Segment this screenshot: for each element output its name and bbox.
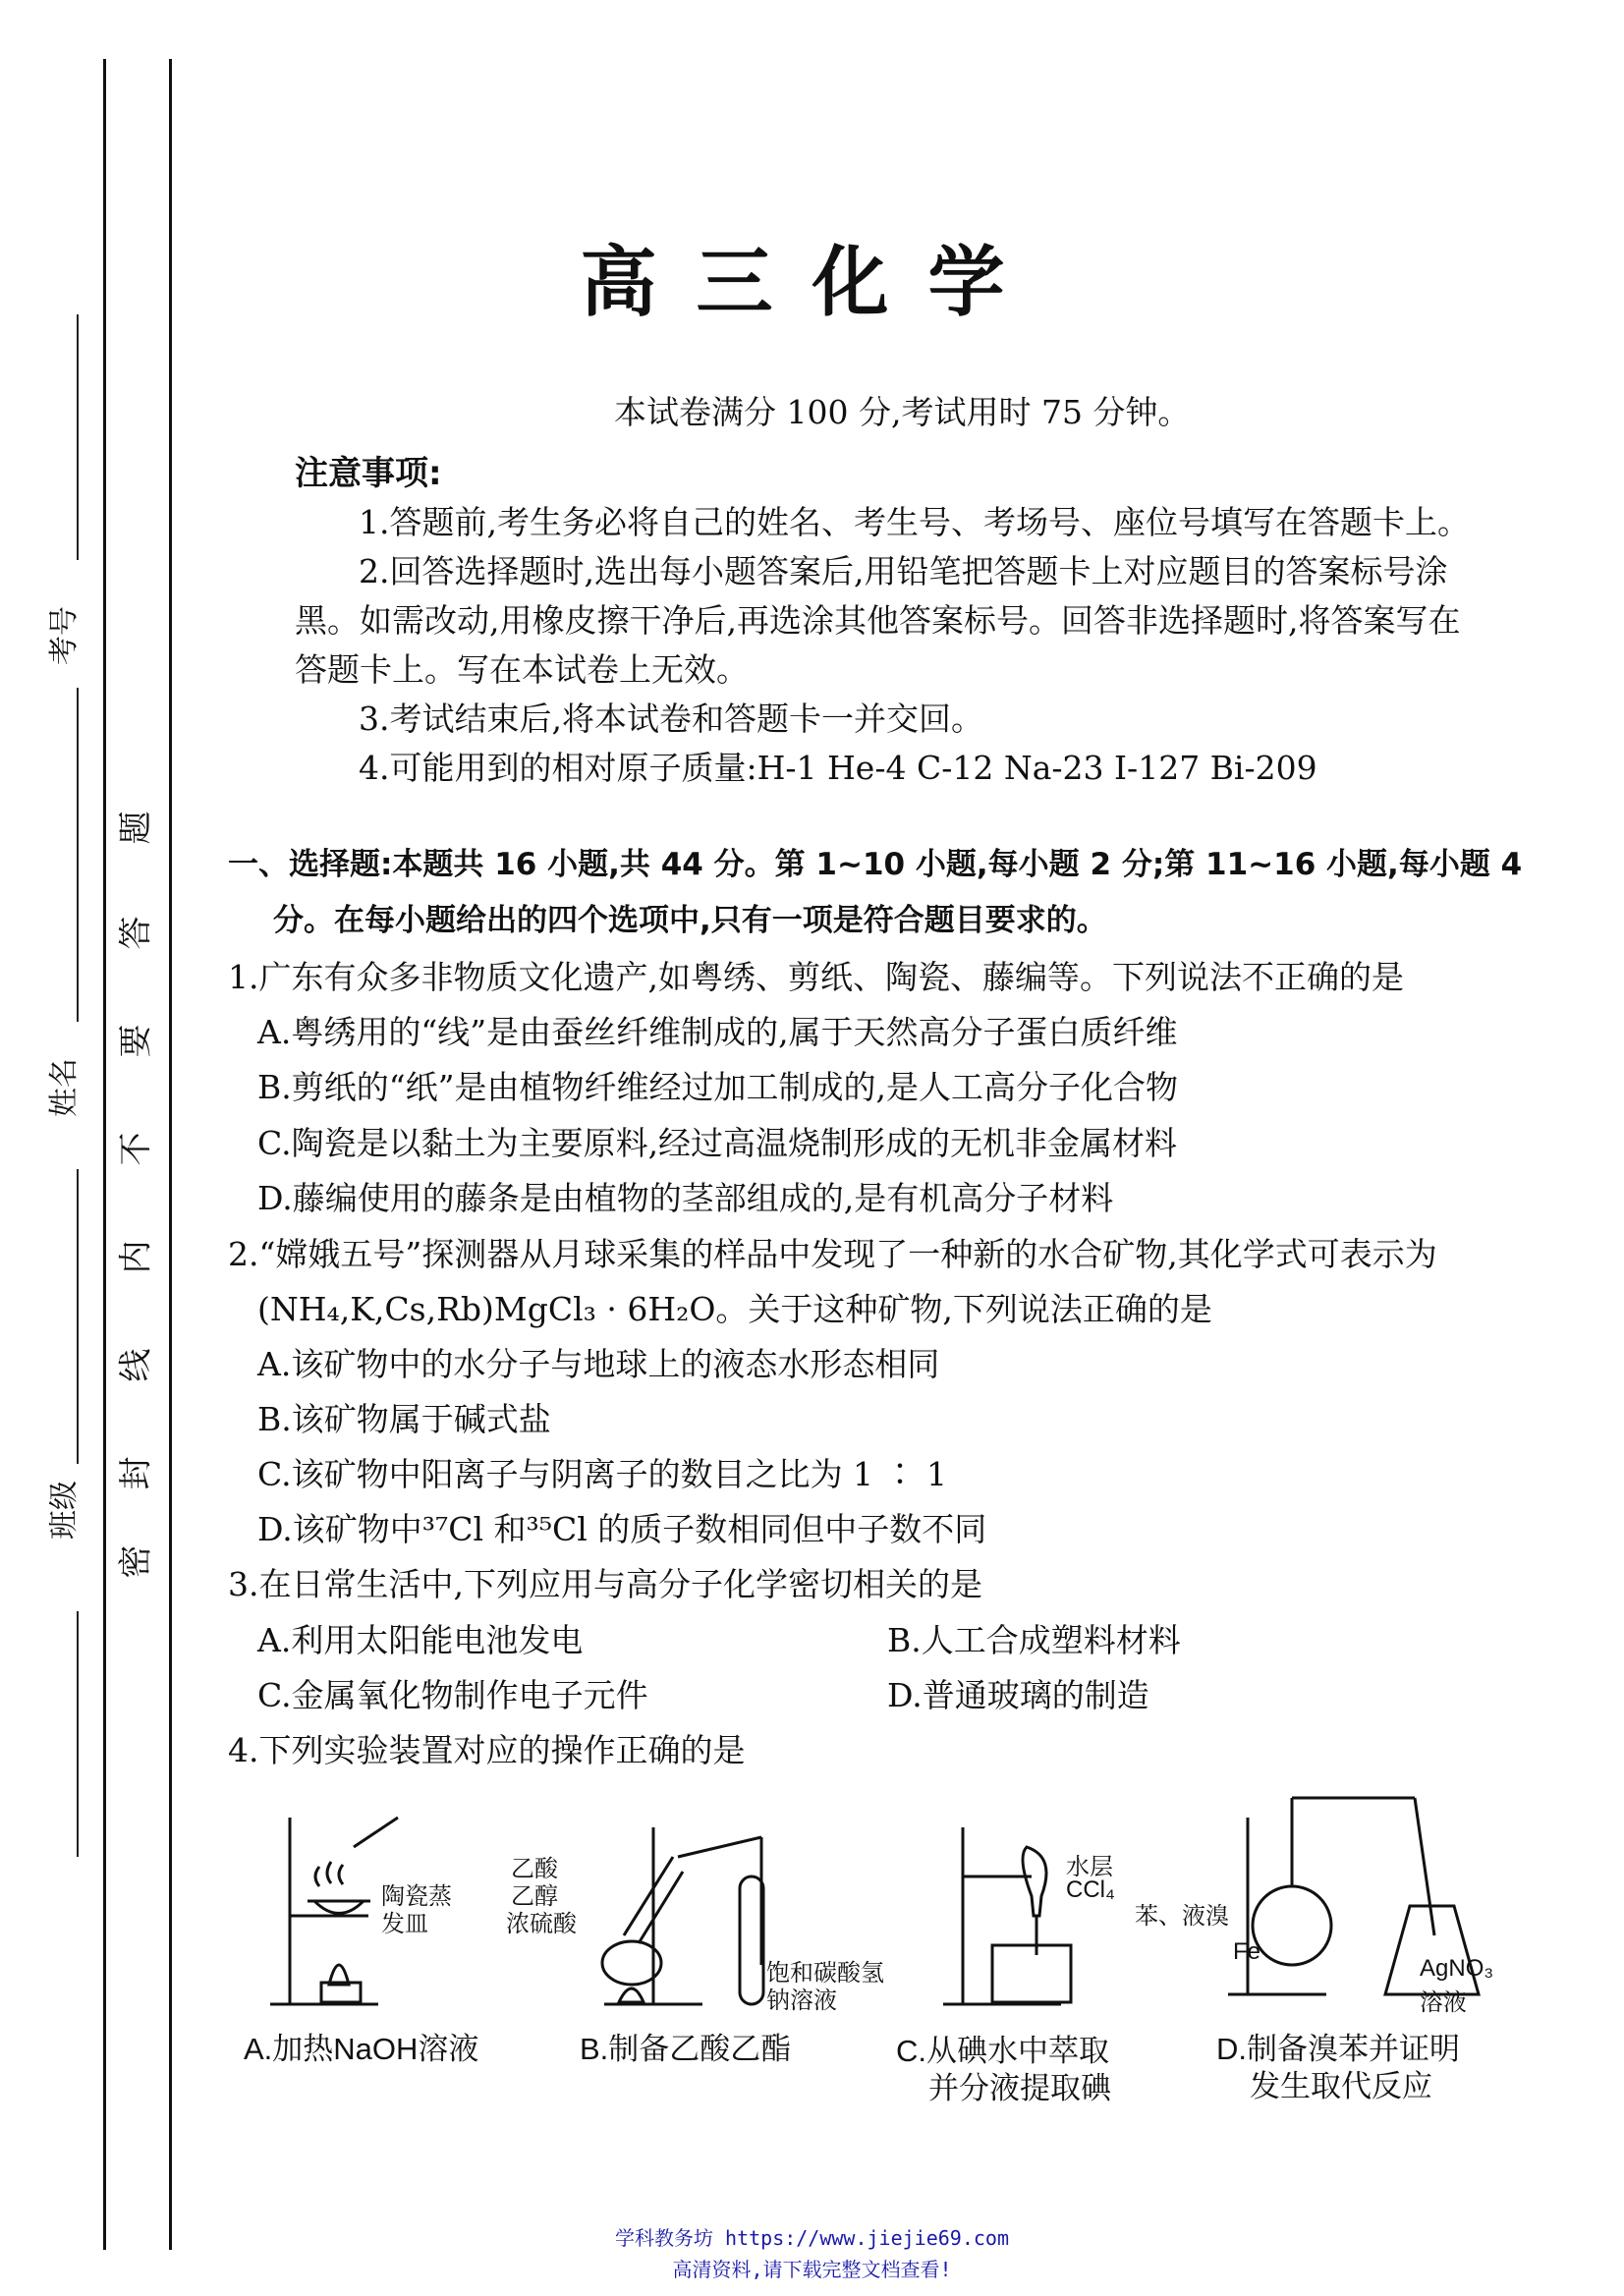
section-heading-cont: 分。在每小题给出的四个选项中,只有一项是符合题目要求的。 [273, 903, 1107, 938]
fig-b-caption: B.制备乙酸乙酯 [580, 2032, 792, 2066]
fig-b-label: 浓硫酸 [506, 1911, 577, 1937]
question-stem: 2.“嫦娥五号”探测器从月球采集的样品中发现了一种新的水合矿物,其化学式可表示为 [228, 1235, 1437, 1273]
option-a: A.该矿物中的水分子与地球上的液态水形态相同 [257, 1345, 940, 1383]
exam-intro: 本试卷满分 100 分,考试用时 75 分钟。 [614, 393, 1191, 431]
option-c: C.陶瓷是以黏土为主要原料,经过高温烧制形成的无机非金属材料 [257, 1124, 1178, 1162]
footer-site: 学科教务坊 https://www.jiejie69.com [614, 2226, 1010, 2250]
fig-a-label: 发皿 [381, 1911, 428, 1937]
fig-d-label: AgNO₃ [1420, 1955, 1494, 1982]
seal-char: 要 [116, 1024, 156, 1058]
binding-line-inner [169, 59, 172, 2250]
seal-char: 封 [116, 1456, 156, 1490]
notice-line: 1.答题前,考生务必将自己的姓名、考生号、考场号、座位号填写在答题卡上。 [359, 503, 1470, 541]
option-a: A.粤绣用的“线”是由蚕丝纤维制成的,属于天然高分子蛋白质纤维 [257, 1013, 1178, 1051]
class-underline [77, 1611, 79, 1857]
fig-c-label: 水层 [1066, 1854, 1113, 1880]
binding-line-outer [103, 59, 106, 2250]
notice-heading: 注意事项: [295, 454, 442, 493]
class-label: 班级 [47, 1481, 82, 1540]
fig-b-label: 乙酸 [511, 1856, 558, 1882]
fig-c-label: CCl₄ [1066, 1876, 1115, 1903]
notice-line: 2.回答选择题时,选出每小题答案后,用铅笔把答题卡上对应题目的答案标号涂 [359, 552, 1448, 590]
fig-d-label: 溶液 [1420, 1989, 1467, 2016]
fig-a-caption: A.加热NaOH溶液 [244, 2032, 479, 2066]
question-stem: 3.在日常生活中,下列应用与高分子化学密切相关的是 [228, 1565, 982, 1603]
option-d: D.藤编使用的藤条是由植物的茎部组成的,是有机高分子材料 [257, 1179, 1114, 1217]
fig-b-label: 钠溶液 [766, 1988, 837, 2014]
option-d: D.该矿物中³⁷Cl 和³⁵Cl 的质子数相同但中子数不同 [257, 1510, 987, 1548]
page-title: 高三化学 [580, 239, 1044, 327]
question-stem-cont: (NH₄,K,Cs,Rb)MgCl₃ · 6H₂O。关于这种矿物,下列说法正确的是 [257, 1290, 1212, 1328]
section-heading: 一、选择题:本题共 16 小题,共 44 分。第 1~10 小题,每小题 2 分;第 11~16 小题,每小题 4 [228, 847, 1523, 882]
option-b: B.剪纸的“纸”是由植物纤维经过加工制成的,是人工高分子化合物 [257, 1068, 1178, 1106]
notice-line: 4.可能用到的相对原子质量:H-1 He-4 C-12 Na-23 I-127 Bi-209 [359, 749, 1317, 787]
exam-no-underline [77, 314, 79, 560]
option-d: D.普通玻璃的制造 [887, 1676, 1149, 1714]
fig-b-label: 饱和碳酸氢 [766, 1960, 884, 1987]
name-underline [77, 1169, 79, 1464]
fig-d-label: 苯、液溴 [1135, 1903, 1229, 1930]
fig-d-label: Fe [1233, 1938, 1261, 1965]
option-b: B.该矿物属于碱式盐 [257, 1400, 551, 1438]
exam-no-underline-2 [77, 688, 79, 1022]
seal-char: 密 [116, 1544, 156, 1579]
option-c: C.金属氧化物制作电子元件 [257, 1676, 648, 1714]
seal-char: 线 [116, 1348, 156, 1382]
fig-c-caption: 并分液提取碘 [928, 2071, 1111, 2105]
option-a: A.利用太阳能电池发电 [257, 1621, 584, 1659]
option-b: B.人工合成塑料材料 [887, 1621, 1181, 1659]
question-stem: 1.广东有众多非物质文化遗产,如粤绣、剪纸、陶瓷、藤编等。下列说法不正确的是 [228, 958, 1404, 996]
fig-d-caption: 发生取代反应 [1250, 2069, 1432, 2103]
seal-char: 答 [116, 916, 156, 950]
exam-no-label: 考号 [47, 606, 82, 665]
footer-note: 高清资料,请下载完整文档查看! [672, 2258, 952, 2281]
fig-a-label: 陶瓷蒸 [381, 1883, 452, 1910]
notice-line: 答题卡上。写在本试卷上无效。 [295, 650, 749, 689]
question-stem: 4.下列实验装置对应的操作正确的是 [228, 1731, 746, 1769]
seal-char: 题 [116, 811, 156, 845]
option-c: C.该矿物中阳离子与阴离子的数目之比为 1 ∶ 1 [257, 1455, 948, 1493]
fig-b-label: 乙醇 [511, 1883, 558, 1910]
notice-line: 黑。如需改动,用橡皮擦干净后,再选涂其他答案标号。回答非选择题时,将答案写在 [295, 601, 1461, 640]
seal-char: 内 [116, 1240, 156, 1274]
notice-line: 3.考试结束后,将本试卷和答题卡一并交回。 [359, 700, 983, 738]
seal-char: 不 [116, 1132, 156, 1166]
fig-d-caption: D.制备溴苯并证明 [1216, 2032, 1460, 2066]
fig-c-caption: C.从碘水中萃取 [896, 2034, 1109, 2068]
name-label: 姓名 [47, 1058, 82, 1117]
